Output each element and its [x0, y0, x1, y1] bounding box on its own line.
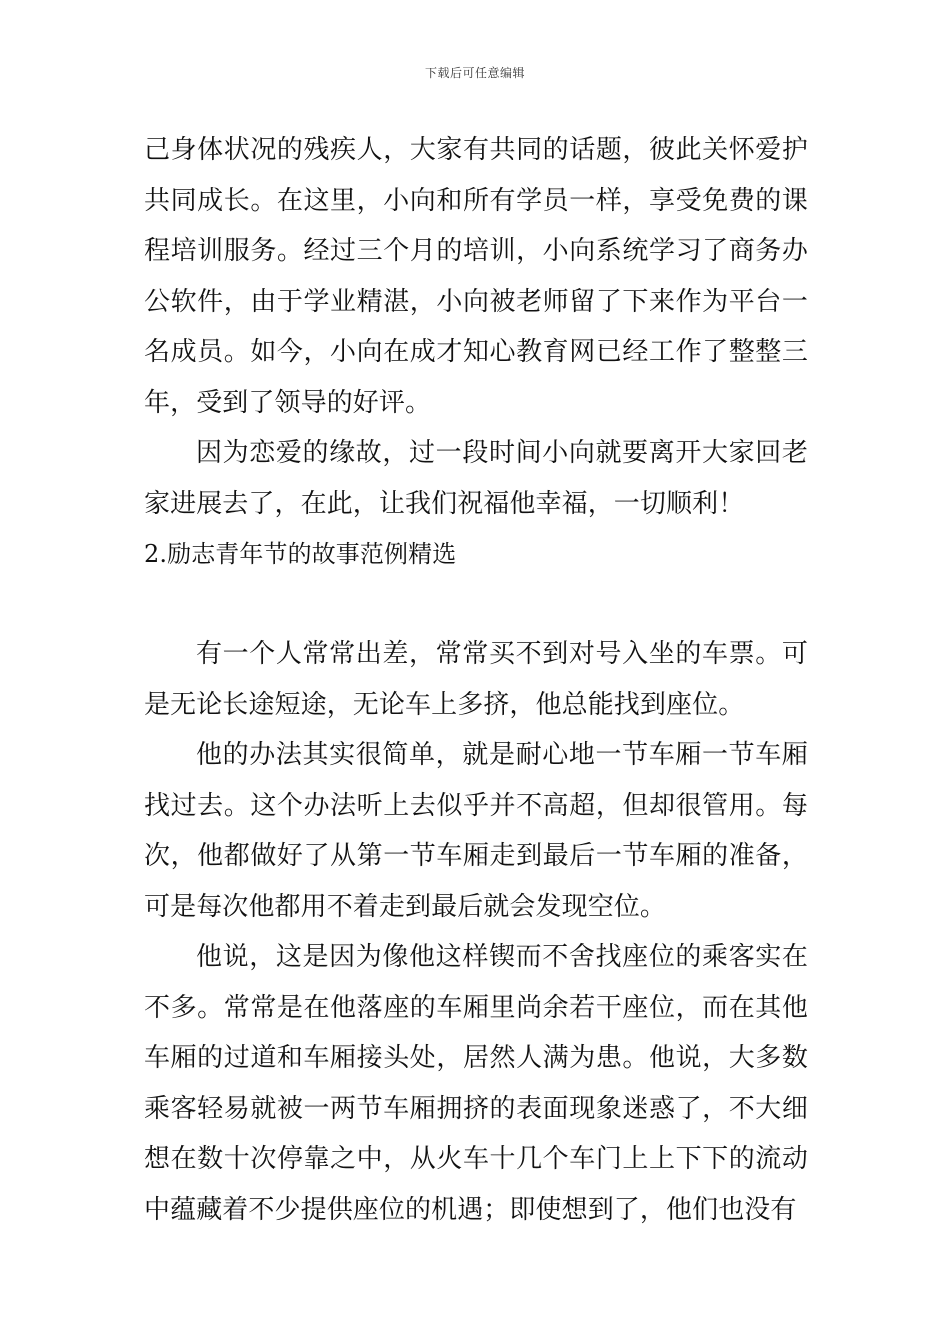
text-line: 家进展去了，在此，让我们祝福他幸福，一切顺利！ [144, 488, 745, 519]
text-line: 找过去。这个办法听上去似乎并不高超，但却很管用。每 [144, 790, 808, 821]
text-line: 次，他都做好了从第一节车厢走到最后一节车厢的准备， [144, 841, 808, 871]
text-line: 公软件，由于学业精湛，小向被老师留了下来作为平台一 [144, 286, 808, 317]
paragraph-continuation [144, 125, 808, 428]
text-line: 他说，这是因为像他这样锲而不舍找座位的乘客实在 [196, 942, 808, 972]
paragraph-story-method [144, 730, 808, 932]
paragraph-farewell [144, 428, 808, 529]
text-line: 因为恋爱的缘故，过一段时间小向就要离开大家回老 [196, 438, 808, 468]
text-line: 程培训服务。经过三个月的培训，小向系统学习了商务办 [144, 236, 808, 266]
paragraph-story-intro [144, 629, 808, 730]
text-line: 可是每次他都用不着走到最后就会发现空位。 [144, 891, 667, 922]
page-header: 下载后可任意编辑 [424, 66, 525, 80]
text-line: 乘客轻易就被一两节车厢拥挤的表面现象迷惑了，不大细 [144, 1093, 808, 1124]
text-line: 年，受到了领导的好评。 [144, 387, 432, 418]
text-line: 是无论长途短途，无论车上多挤，他总能找到座位。 [144, 689, 745, 720]
text-line: 想在数十次停靠之中，从火车十几个车门上上下下的流动 [144, 1144, 808, 1174]
document-body [144, 125, 808, 1235]
paragraph-story-reason [144, 932, 808, 1235]
text-line: 车厢的过道和车厢接头处，居然人满为患。他说，大多数 [144, 1043, 808, 1073]
section-heading: 2.励志青年节的故事范例精选 [144, 540, 457, 568]
text-line: 有一个人常常出差，常常买不到对号入坐的车票。可 [196, 639, 808, 669]
text-line: 他的办法其实很简单，就是耐心地一节车厢一节车厢 [196, 740, 808, 770]
text-line: 名成员。如今，小向在成才知心教育网已经工作了整整三 [144, 337, 808, 367]
text-line: 不多。常常是在他落座的车厢里尚余若干座位，而在其他 [144, 992, 808, 1023]
section-spacer [144, 579, 808, 629]
text-line: 共同成长。在这里，小向和所有学员一样，享受免费的课 [144, 185, 808, 216]
text-line: 中蕴藏着不少提供座位的机遇；即使想到了，他们也没有 [144, 1194, 797, 1225]
text-line: 己身体状况的残疾人，大家有共同的话题，彼此关怀爱护 [144, 135, 808, 165]
